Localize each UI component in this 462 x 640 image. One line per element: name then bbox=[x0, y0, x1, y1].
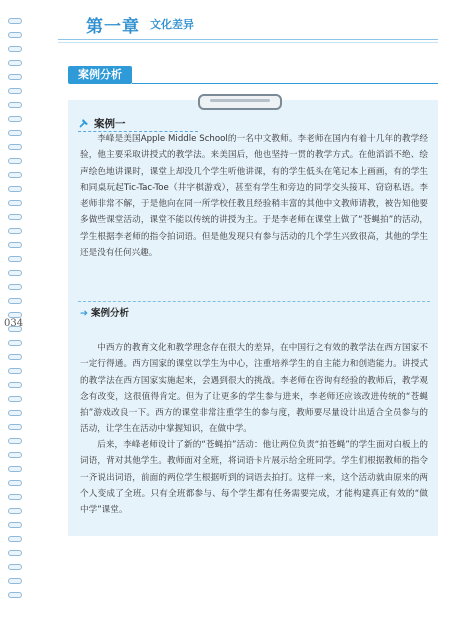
spiral-ring bbox=[8, 186, 22, 192]
spiral-ring bbox=[8, 410, 22, 416]
section-divider bbox=[78, 301, 430, 302]
analysis-title: 案例分析 bbox=[90, 308, 129, 319]
spiral-ring bbox=[8, 354, 22, 360]
spiral-ring bbox=[8, 88, 22, 94]
spiral-ring bbox=[8, 494, 22, 500]
spiral-ring bbox=[8, 46, 22, 52]
case-paragraph: 李峰是美国Apple Middle School的一名中文教师。李老师在国内有着十几年的教学经验，他主要采取讲授式的教学法。来美国后，他也坚持一贯的教学方式。在他滔滔不绝、绘声绘色地讲课时，课堂上却没几个学生听他讲课，有的学生低头在笔记本上画画，有的学生和同桌玩起Tic-Tac-Toe（井字棋游戏），甚至有学生和旁边的同学交头接耳、窃窃私语。李老师非常不解，于是他向在同一所学校任教且经验稍丰富的其他中文教师请教，被告知他要多做些课堂活动，课堂不能以传统的讲授为主。于是李老师在课堂上做了“苍蝇拍”的活动，学生根据李老师的指令拍词语。但是他发现只有参与活动的几个学生兴致很高，其他的学生还是没有任何兴趣。 bbox=[80, 134, 428, 259]
spiral-ring bbox=[8, 368, 22, 374]
analysis-paragraph-2: 后来，李峰老师设计了新的“苍蝇拍”活动：他让两位负责“拍苍蝇”的学生面对白板上的词语，背对其他学生。教师面对全班，将词语卡片展示给全班同学。学生们根据教师的指令一齐说出词语，前面的两位学生根据听到的词语去拍打。这样一来，这个活动就由原来的两个人变成了全班。只有全班都参与、每个学生都有任务需要完成，才能构建真正有效的“做中学”课堂。 bbox=[80, 440, 428, 516]
section-underline bbox=[132, 83, 438, 84]
section-tab: 案例分析 bbox=[68, 66, 132, 84]
spiral-ring bbox=[8, 522, 22, 528]
spiral-ring bbox=[8, 452, 22, 458]
header-rule bbox=[58, 39, 438, 40]
header-rule-secondary bbox=[58, 42, 438, 43]
spiral-ring bbox=[8, 32, 22, 38]
spiral-ring bbox=[8, 284, 22, 290]
spiral-ring bbox=[8, 102, 22, 108]
spiral-ring bbox=[8, 340, 22, 346]
spiral-ring bbox=[8, 438, 22, 444]
spiral-ring bbox=[8, 200, 22, 206]
arrow-right-icon: ➔ bbox=[80, 308, 88, 319]
spiral-ring bbox=[8, 214, 22, 220]
spiral-ring bbox=[8, 144, 22, 150]
spiral-ring bbox=[8, 564, 22, 570]
spiral-ring bbox=[8, 130, 22, 136]
spiral-ring bbox=[8, 424, 22, 430]
spiral-ring bbox=[8, 256, 22, 262]
spiral-ring bbox=[8, 466, 22, 472]
analysis-heading bbox=[80, 305, 129, 319]
spiral-ring bbox=[8, 298, 22, 304]
case-title: 案例一 bbox=[94, 118, 126, 130]
chapter-header bbox=[58, 12, 438, 40]
spiral-ring bbox=[8, 18, 22, 24]
spiral-ring bbox=[8, 116, 22, 122]
page-number: 034 bbox=[4, 318, 24, 329]
spiral-ring bbox=[8, 550, 22, 556]
spiral-ring bbox=[8, 74, 22, 80]
spiral-ring bbox=[8, 60, 22, 66]
spiral-ring bbox=[8, 158, 22, 164]
spiral-ring bbox=[8, 508, 22, 514]
spiral-binding bbox=[8, 18, 22, 614]
analysis-paragraph-1: 中西方的教育文化和教学理念存在很大的差异，在中国行之有效的教学法在西方国家不一定行得通。西方国家的课堂以学生为中心，注重培养学生的自主能力和创造能力。讲授式的教学法在西方国家实施起来，会遇到很大的挑战。李老师在咨询有经验的教师后，教学观念有改变，这很值得肯定。但为了让更多的学生参与进来，李老师还应该改进传统的“苍蝇拍”游戏改良一下。西方的课堂非常注重学生的参与度，教师要尽量设计出适合全员参与的活动，让学生在活动中掌握知识，在做中学。 bbox=[80, 343, 428, 435]
spiral-ring bbox=[8, 480, 22, 486]
binder-clip-icon bbox=[198, 94, 282, 110]
spiral-ring bbox=[8, 242, 22, 248]
spiral-ring bbox=[8, 382, 22, 388]
spiral-ring bbox=[8, 592, 22, 598]
spiral-ring bbox=[8, 578, 22, 584]
spiral-ring bbox=[8, 396, 22, 402]
spiral-ring bbox=[8, 270, 22, 276]
spiral-ring bbox=[8, 172, 22, 178]
pin-icon bbox=[78, 117, 90, 129]
chapter-title: 第一章 bbox=[86, 17, 140, 37]
spiral-ring bbox=[8, 228, 22, 234]
chapter-subtitle: 文化差异 bbox=[150, 18, 194, 31]
spiral-ring bbox=[8, 536, 22, 542]
